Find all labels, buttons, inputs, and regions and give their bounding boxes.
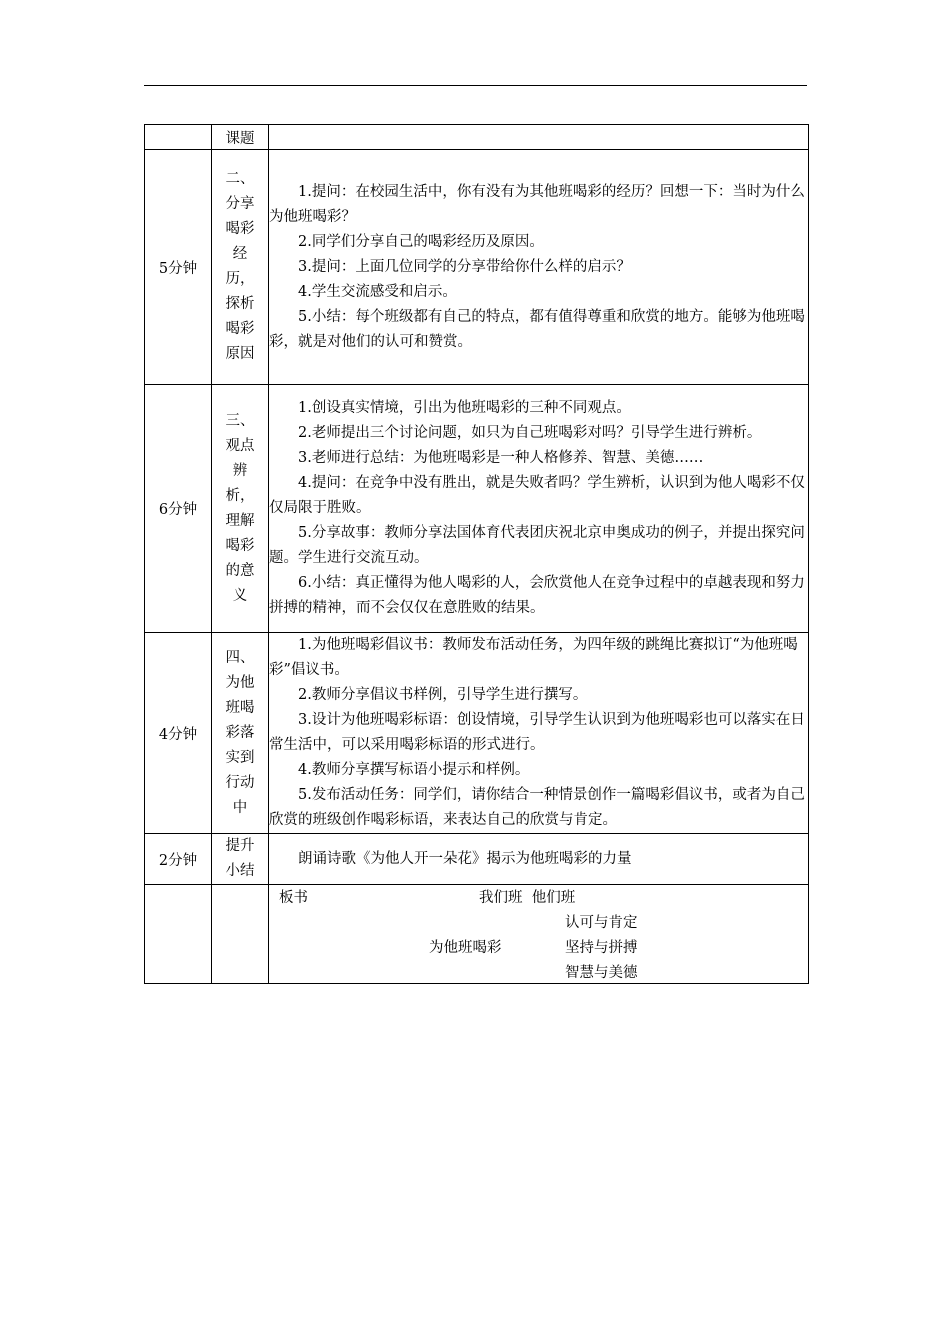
stage-title: 二、分享喝彩经历，探析喝彩原因 xyxy=(225,171,255,362)
content-item: 2.老师提出三个讨论问题，如只为自己班喝彩对吗？引导学生进行辨析。 xyxy=(298,425,762,441)
content-item: 朗诵诗歌《为他人开一朵花》揭示为他班喝彩的力量 xyxy=(298,850,632,867)
content-item: 3.老师进行总结：为他班喝彩是一种人格修养、智慧、美德…… xyxy=(298,450,704,466)
content-item: 6.小结：真正懂得为他人喝彩的人，会欣赏他人在竞争过程中的卓越表现和努力拼搏的精神，而不会仅仅在意胜败的结果。 xyxy=(269,575,805,616)
time-cell: 4分钟 xyxy=(145,633,212,834)
content-cell xyxy=(269,834,809,885)
header-rule xyxy=(144,85,807,86)
time-cell: 2分钟 xyxy=(145,834,212,885)
stage-title: 提升小结 xyxy=(225,838,255,879)
content-item: 3.设计为他班喝彩标语：创设情境，引导学生认识到为他班喝彩也可以落实在日常生活中，可以采用喝彩标语的形式进行。 xyxy=(269,712,805,753)
board-point: 坚持与拼搏 xyxy=(565,940,638,956)
content-item: 1.为他班喝彩倡议书：教师发布活动任务，为四年级的跳绳比赛拟订“为他班喝彩”倡议书。 xyxy=(269,637,798,678)
content-cell xyxy=(269,150,809,385)
stage-title: 三、观点辨析，理解喝彩的意义 xyxy=(225,412,255,604)
board-label: 板书 xyxy=(279,890,308,906)
content-item: 5.小结：每个班级都有自己的特点，都有值得尊重和欣赏的地方。能够为他班喝彩，就是对他们的认可和赞赏。 xyxy=(269,308,805,350)
content-item: 1.提问：在校园生活中，你有没有为其他班喝彩的经历？回想一下：当时为什么为他班喝彩？ xyxy=(269,183,805,225)
stage-cell xyxy=(212,150,269,385)
table-row-topic xyxy=(145,125,809,150)
content-cell xyxy=(269,385,809,633)
content-item: 5.发布活动任务：同学们，请你结合一种情景创作一篇喝彩倡议书，或者为自己欣赏的班级创作喝彩标语，来表达自己的欣赏与肯定。 xyxy=(269,787,805,828)
board-point: 认可与肯定 xyxy=(565,915,638,931)
board-top: 我们班 他们班 xyxy=(479,890,576,906)
table-row xyxy=(145,150,809,385)
board-cell xyxy=(269,885,809,984)
topic-value xyxy=(269,125,809,150)
stage-cell xyxy=(212,385,269,633)
board-center: 为他班喝彩 xyxy=(429,940,502,956)
board-layout xyxy=(269,885,808,983)
content-item: 4.学生交流感受和启示。 xyxy=(298,283,457,300)
time-cell: 5分钟 xyxy=(145,150,212,385)
table-row-board xyxy=(145,885,809,984)
stage-cell xyxy=(212,834,269,885)
lesson-plan-table xyxy=(144,124,809,984)
content-item: 1.创设真实情境，引出为他班喝彩的三种不同观点。 xyxy=(298,400,631,416)
content-item: 2.教师分享倡议书样例，引导学生进行撰写。 xyxy=(298,687,588,703)
time-cell: 6分钟 xyxy=(145,385,212,633)
topic-label: 课题 xyxy=(212,125,269,150)
content-item: 2.同学们分享自己的喝彩经历及原因。 xyxy=(298,233,544,250)
board-point: 智慧与美德 xyxy=(565,965,638,981)
cell-empty xyxy=(212,885,269,984)
table-row xyxy=(145,834,809,885)
table-row xyxy=(145,385,809,633)
content-item: 4.教师分享撰写标语小提示和样例。 xyxy=(298,762,530,778)
cell-empty xyxy=(145,125,212,150)
content-cell xyxy=(269,633,809,834)
content-item: 5.分享故事：教师分享法国体育代表团庆祝北京申奥成功的例子，并提出探究问题。学生进行交流互动。 xyxy=(269,525,805,566)
stage-cell xyxy=(212,633,269,834)
content-item: 4.提问：在竞争中没有胜出，就是失败者吗？学生辨析，认识到为他人喝彩不仅仅局限于胜败。 xyxy=(269,475,805,516)
table-row xyxy=(145,633,809,834)
cell-empty xyxy=(145,885,212,984)
content-item: 3.提问：上面几位同学的分享带给你什么样的启示？ xyxy=(298,258,631,275)
stage-title: 四、为他班喝彩落实到行动中 xyxy=(225,649,255,816)
